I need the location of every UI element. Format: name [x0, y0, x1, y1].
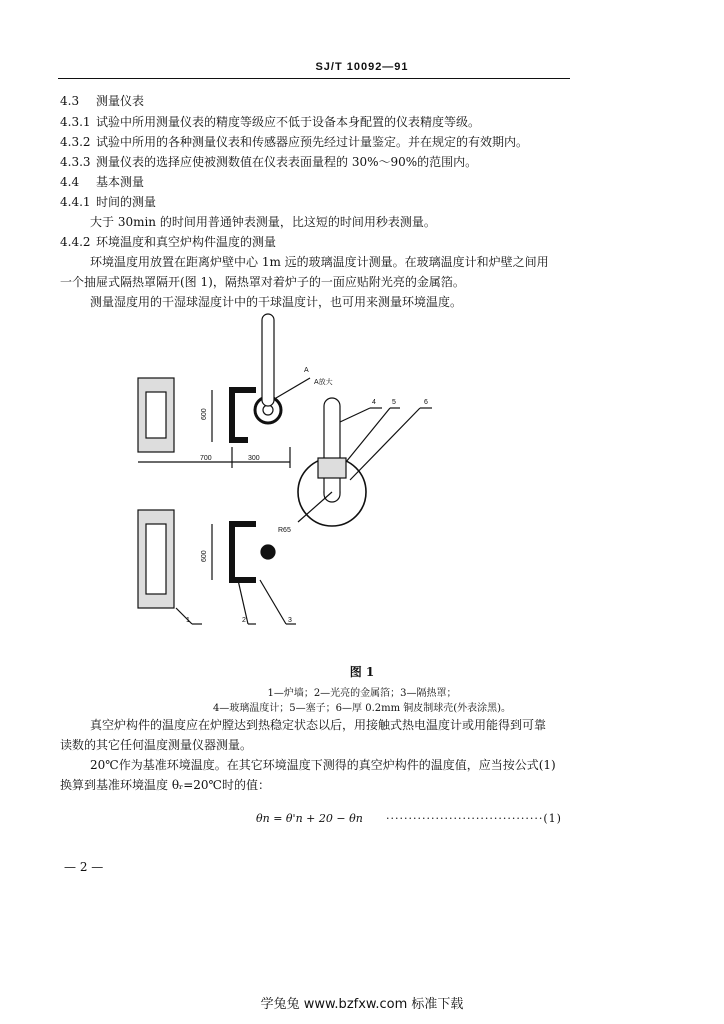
paragraph-2a: 20℃作为基准环境温度。在其它环境温度下测得的真空炉构件的温度值，应当按公式(1) [90, 758, 556, 772]
dim-600-upper: 600 [201, 408, 208, 420]
figure-1-drawing [120, 312, 460, 652]
page-number: — 2 — [64, 860, 104, 874]
dim-300: 300 [248, 455, 260, 462]
label-a: A [304, 367, 309, 374]
label-6: 6 [424, 399, 428, 406]
section-4-3-2: 4.3.2 试验中所用的各种测量仪表和传感器应预先经过计量鉴定。并在规定的有效期内。 [60, 135, 529, 149]
label-5: 5 [392, 399, 396, 406]
paragraph-1b: 读数的其它任何温度测量仪器测量。 [60, 738, 253, 752]
dim-700: 700 [200, 455, 212, 462]
env-temp-text-2: 一个抽屉式隔热罩隔开(图 1)，隔热罩对着炉子的一面应贴附光亮的金属箔。 [60, 275, 465, 289]
label-r65: R65 [278, 527, 291, 534]
document-header: SJ/T 10092—91 [315, 61, 409, 73]
paragraph-1a: 真空炉构件的温度应在炉膛达到热稳定状态以后，用接触式热电温度计或用能得到可靠 [90, 718, 547, 732]
formula-1: θn = θ'n + 20 − θn [256, 812, 363, 825]
paragraph-2b: 换算到基准环境温度 θᵣ=20℃时的值： [60, 778, 270, 792]
section-4-4-2: 4.4.2 环境温度和真空炉构件温度的测量 [60, 235, 277, 249]
label-a-zoom: A放大 [314, 379, 333, 386]
label-4: 4 [372, 399, 376, 406]
section-4-3-1: 4.3.1 试验中所用测量仪表的精度等级应不低于设备本身配置的仪表精度等级。 [60, 115, 481, 129]
label-1: 1 [186, 617, 190, 624]
dim-600-lower: 600 [201, 550, 208, 562]
figure-caption: 图 1 [349, 665, 375, 679]
section-4-3-3: 4.3.3 测量仪表的选择应使被测数值在仪表表面量程的 30%～90%的范围内。 [60, 155, 478, 169]
humidity-text: 测量湿度用的干湿球湿度计中的干球温度计，也可用来测量环境温度。 [90, 295, 463, 309]
figure-legend-1: 1—炉墙；2—光亮的金属箔；3—隔热罩； [267, 688, 457, 699]
header-rule [58, 78, 570, 79]
env-temp-text-1: 环境温度用放置在距离炉壁中心 1m 远的玻璃温度计测量。在玻璃温度计和炉壁之间用 [90, 255, 549, 269]
section-4-3: 4.3 测量仪表 [60, 94, 145, 108]
time-measure-text: 大于 30min 的时间用普通钟表测量，比这短的时间用秒表测量。 [90, 215, 436, 229]
formula-number: ···································(1) [386, 812, 562, 825]
footer-watermark: 学兔兔 www.bzfxw.com 标准下载 [260, 997, 464, 1012]
section-4-4-1: 4.4.1 时间的测量 [60, 195, 157, 209]
figure-legend-2: 4—玻璃温度计；5—塞子；6—厚 0.2mm 铜皮制球壳(外表涂黑)。 [212, 703, 512, 714]
section-4-4: 4.4 基本测量 [60, 175, 145, 189]
label-3: 3 [288, 617, 292, 624]
label-2: 2 [242, 617, 246, 624]
